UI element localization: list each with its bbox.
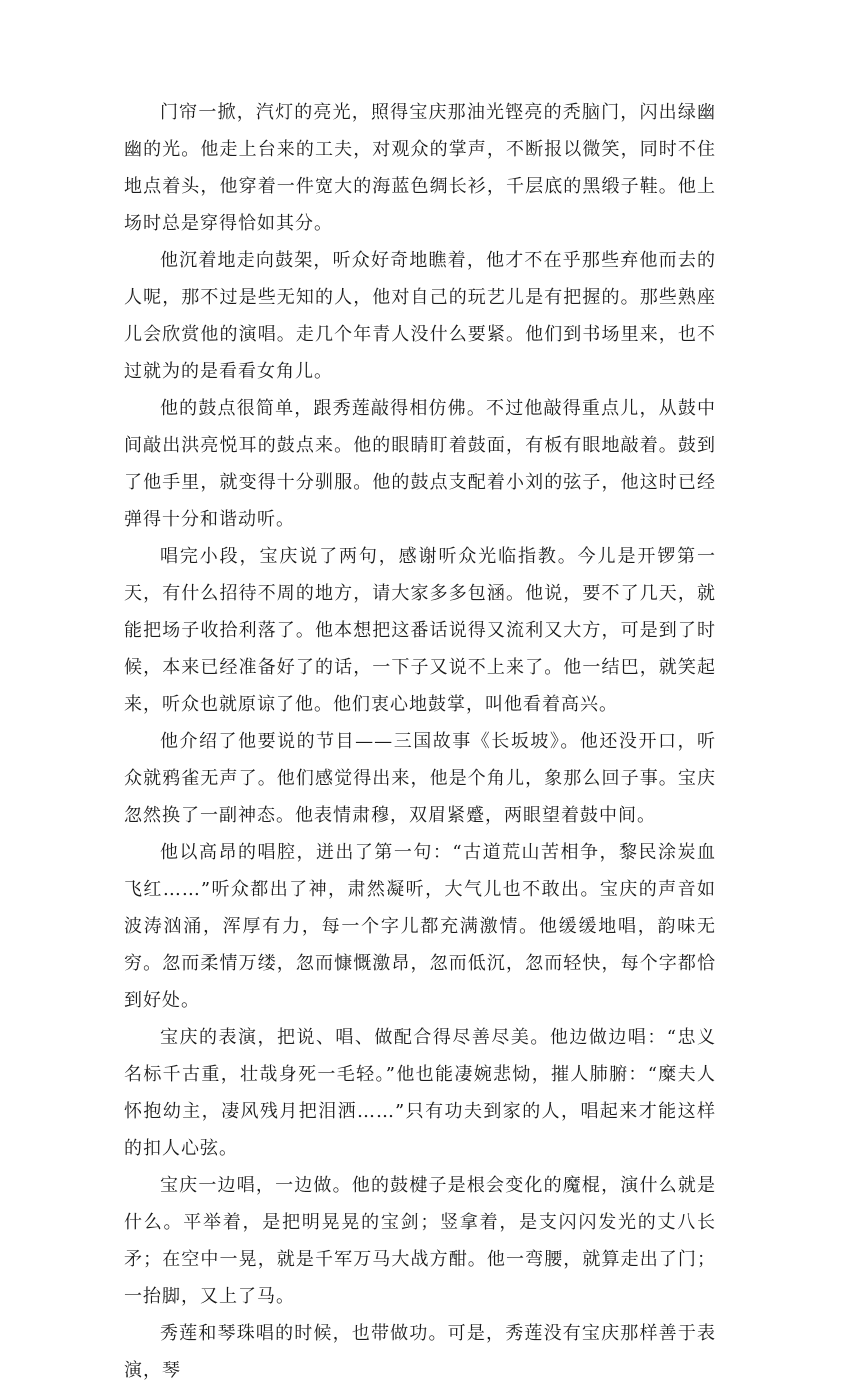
article-body bbox=[124, 94, 716, 1389]
paragraph-4: 唱完小段，宝庆说了两句，感谢听众光临指教。今儿是开锣第一天，有什么招待不周的地方，请大家多多包涵。他说，要不了几天，就能把场子收拾利落了。他本想把这番话说得又流利又大方，可是到了时候，本来已经准备好了的话，一下子又说不上来了。他一结巴，就笑起来，听众也就原谅了他。他们衷心地鼓掌，叫他看着高兴。 bbox=[124, 546, 716, 715]
paragraph-8: 宝庆一边唱，一边做。他的鼓楗子是根会变化的魔棍，演什么就是什么。平举着，是把明晃晃的宝剑；竖拿着，是支闪闪发光的丈八长矛；在空中一晃，就是千军万马大战方酣。他一弯腰，就算走出了门；一抬脚，又上了马。 bbox=[124, 1175, 716, 1307]
paragraph-1: 门帘一掀，汽灯的亮光，照得宝庆那油光铿亮的秃脑门，闪出绿幽幽的光。他走上台来的工夫，对观众的掌声，不断报以微笑，同时不住地点着头，他穿着一件宽大的海蓝色绸长衫，千层底的黑缎子鞋。他上场时总是穿得恰如其分。 bbox=[124, 102, 716, 234]
paragraph-6: 他以高昂的唱腔，迸出了第一句：“古道荒山苦相争，黎民涂炭血飞红……”听众都出了神，肃然凝听，大气儿也不敢出。宝庆的声音如波涛汹涌，浑厚有力，每一个字儿都充满激情。他缓缓地唱，韵味无穷。忽而柔情万缕，忽而慷慨激昂，忽而低沉，忽而轻快，每个字都恰到好处。 bbox=[124, 842, 716, 1011]
paragraph-5: 他介绍了他要说的节目——三国故事《长坂坡》。他还没开口，听众就鸦雀无声了。他们感觉得出来，他是个角儿，象那么回子事。宝庆忽然换了一副神态。他表情肃穆，双眉紧蹙，两眼望着鼓中间。 bbox=[124, 731, 716, 826]
paragraph-7: 宝庆的表演，把说、唱、做配合得尽善尽美。他边做边唱：“忠义名标千古重，壮哉身死一毛轻。”他也能凄婉悲恸，摧人肺腑：“糜夫人怀抱幼主，凄风残月把泪洒……”只有功夫到家的人，唱起来才能这样的扣人心弦。 bbox=[124, 1027, 716, 1159]
paragraph-3: 他的鼓点很简单，跟秀莲敲得相仿佛。不过他敲得重点儿，从鼓中间敲出洪亮悦耳的鼓点来。他的眼睛盯着鼓面，有板有眼地敲着。鼓到了他手里，就变得十分驯服。他的鼓点支配着小刘的弦子，他这时已经弹得十分和谐动听。 bbox=[124, 398, 716, 530]
paragraph-2: 他沉着地走向鼓架，听众好奇地瞧着，他才不在乎那些弃他而去的人呢，那不过是些无知的人，他对自己的玩艺儿是有把握的。那些熟座儿会欣赏他的演唱。走几个年青人没什么要紧。他们到书场里来，也不过就为的是看看女角儿。 bbox=[124, 250, 716, 382]
paragraph-9: 秀莲和琴珠唱的时候，也带做功。可是，秀莲没有宝庆那样善于表演，琴 bbox=[124, 1323, 716, 1381]
